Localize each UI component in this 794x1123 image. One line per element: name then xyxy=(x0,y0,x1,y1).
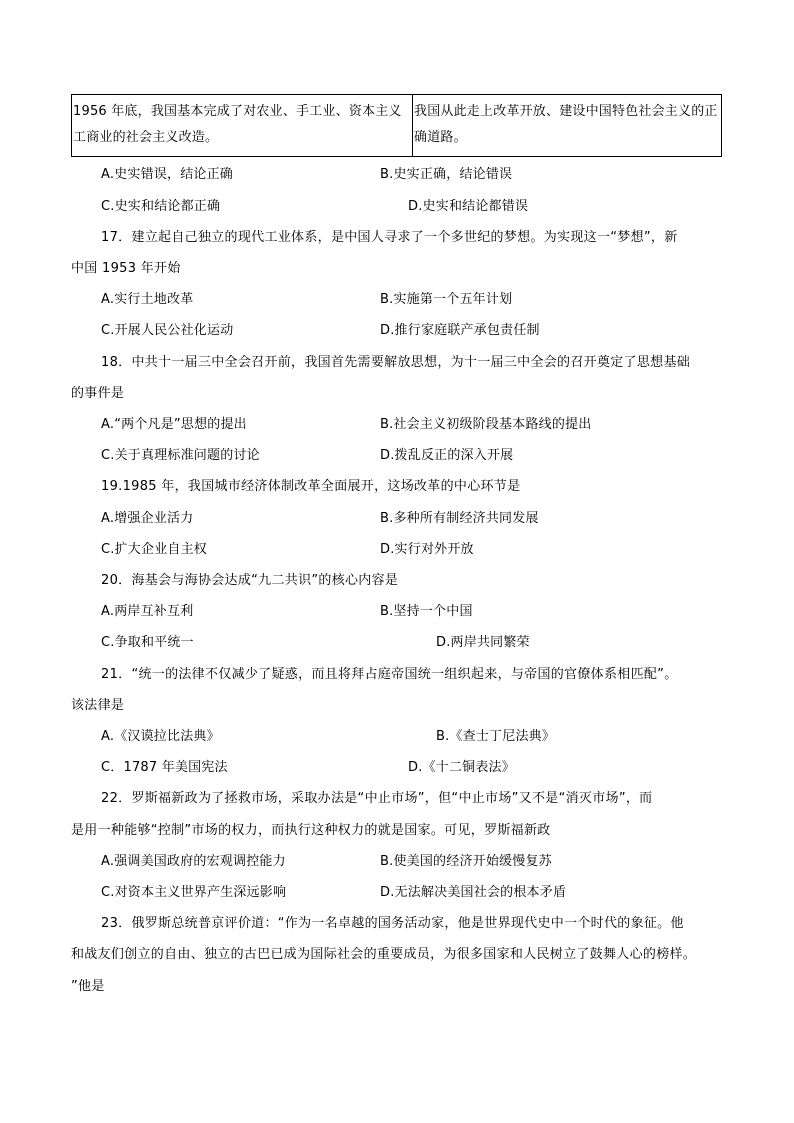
q20-stem-line1: 20．海基会与海协会达成“九二共识”的核心内容是 xyxy=(101,573,399,588)
q20-option-d[interactable]: D.两岸共同繁荣 xyxy=(436,635,530,650)
q21-option-b[interactable]: B.《查士丁尼法典》 xyxy=(436,729,556,744)
q16-option-c[interactable]: C.史实和结论都正确 xyxy=(101,199,221,214)
q17-stem-line1: 17．建立起自己独立的现代工业体系，是中国人寻求了一个多世纪的梦想。为实现这一“梦想”，新 xyxy=(101,230,678,245)
q18-stem-line2: 的事件是 xyxy=(71,386,125,401)
q20-option-b[interactable]: B.坚持一个中国 xyxy=(380,604,473,619)
q18-option-d[interactable]: D.拨乱反正的深入开展 xyxy=(380,448,514,463)
table-cell-conclusion: 我国从此走上改革开放、建设中国特色社会主义的正确道路。 xyxy=(414,104,718,145)
q22-stem-line2: 是用一种能够“控制”市场的权力，而执行这种权力的就是国家。可见，罗斯福新政 xyxy=(71,823,551,838)
q19-stem-line1: 19.1985 年，我国城市经济体制改革全面展开，这场改革的中心环节是 xyxy=(101,479,521,494)
q21-option-c[interactable]: C．1787 年美国宪法 xyxy=(101,760,228,775)
q22-stem-line1: 22．罗斯福新政为了拯救市场，采取办法是“中止市场”，但“中止市场”又不是“消灭市场”，而 xyxy=(101,791,653,806)
table-cell-fact: 1956 年底，我国基本完成了对农业、手工业、资本主义工商业的社会主义改造。 xyxy=(72,95,413,156)
q20-option-c[interactable]: C.争取和平统一 xyxy=(101,635,194,650)
q23-stem-line3: ”他是 xyxy=(71,979,105,994)
q22-option-a[interactable]: A.强调美国政府的宏观调控能力 xyxy=(101,854,286,869)
q17-option-b[interactable]: B.实施第一个五年计划 xyxy=(380,292,513,307)
q17-option-c[interactable]: C.开展人民公社化运动 xyxy=(101,323,234,338)
q16-option-a[interactable]: A.史实错误，结论正确 xyxy=(101,167,233,182)
q16-option-d[interactable]: D.史实和结论都错误 xyxy=(408,199,529,214)
q20-option-a[interactable]: A.两岸互补互利 xyxy=(101,604,194,619)
q21-option-a[interactable]: A.《汉谟拉比法典》 xyxy=(101,729,220,744)
q23-stem-line2: 和战友们创立的自由、独立的古巴已成为国际社会的重要成员，为很多国家和人民树立了鼓舞人心的榜样。 xyxy=(71,947,697,962)
q19-option-a[interactable]: A.增强企业活力 xyxy=(101,511,194,526)
q18-stem-line1: 18．中共十一届三中全会召开前，我国首先需要解放思想，为十一届三中全会的召开奠定了思想基础 xyxy=(101,355,691,370)
q22-option-d[interactable]: D.无法解决美国社会的根本矛盾 xyxy=(380,885,567,900)
q19-option-d[interactable]: D.实行对外开放 xyxy=(380,542,474,557)
q18-option-a[interactable]: A.“两个凡是”思想的提出 xyxy=(101,417,247,432)
q16-option-b[interactable]: B.史实正确，结论错误 xyxy=(380,167,513,182)
q21-stem-line1: 21．“统一的法律不仅减少了疑惑，而且将拜占庭帝国统一组织起来，与帝国的官僚体系相匹配”。 xyxy=(101,667,678,682)
q21-stem-line2: 该法律是 xyxy=(71,698,125,713)
q21-option-d[interactable]: D.《十二铜表法》 xyxy=(408,760,515,775)
fact-conclusion-table xyxy=(71,94,722,157)
q22-option-c[interactable]: C.对资本主义世界产生深远影响 xyxy=(101,885,287,900)
q18-option-c[interactable]: C.关于真理标准问题的讨论 xyxy=(101,448,260,463)
q17-option-d[interactable]: D.推行家庭联产承包责任制 xyxy=(380,323,540,338)
q18-option-b[interactable]: B.社会主义初级阶段基本路线的提出 xyxy=(380,417,592,432)
q17-option-a[interactable]: A.实行土地改革 xyxy=(101,292,194,307)
q19-option-b[interactable]: B.多种所有制经济共同发展 xyxy=(380,511,539,526)
q23-stem-line1: 23．俄罗斯总统普京评价道：“作为一名卓越的国务活动家，他是世界现代史中一个时代的象征。他 xyxy=(101,916,684,931)
q22-option-b[interactable]: B.使美国的经济开始缓慢复苏 xyxy=(380,854,552,869)
q17-stem-line2: 中国 1953 年开始 xyxy=(71,261,181,276)
q19-option-c[interactable]: C.扩大企业自主权 xyxy=(101,542,208,557)
